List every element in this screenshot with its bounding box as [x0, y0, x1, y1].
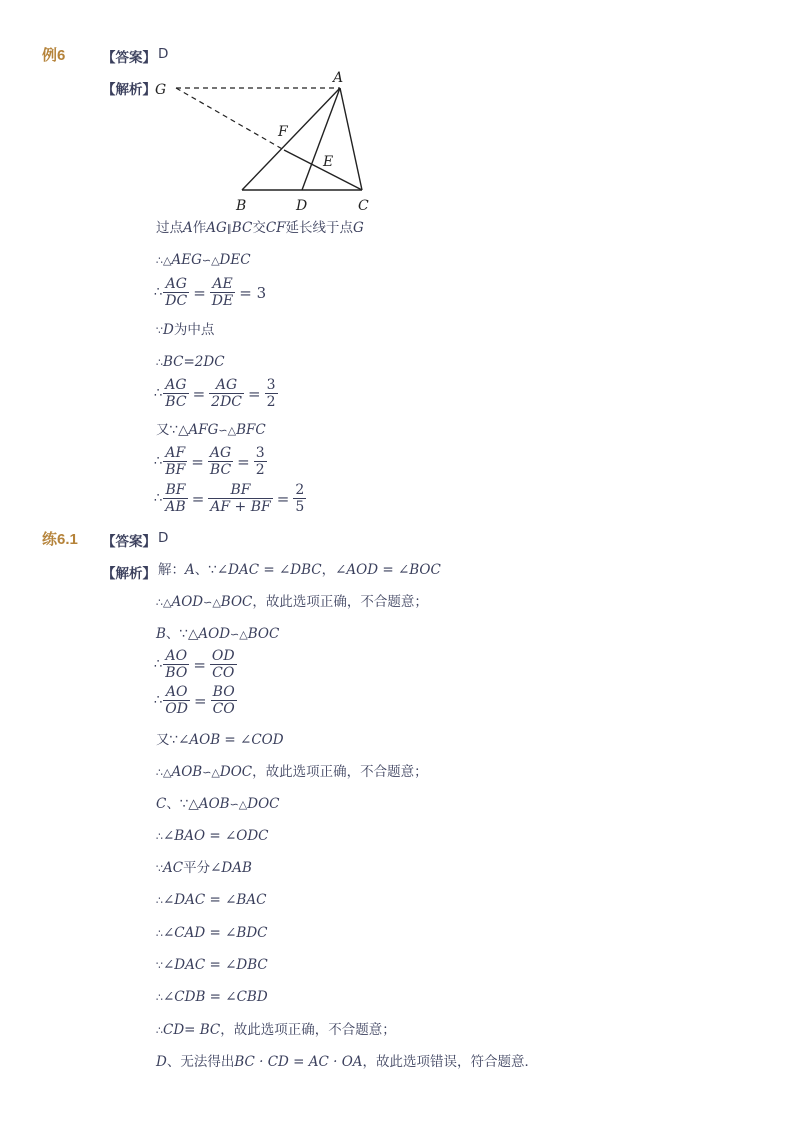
text-fragment: ，故此选项正确，不合题意；	[252, 594, 428, 610]
math-c: C	[156, 796, 167, 812]
therefore-symbol: ∴	[154, 285, 163, 300]
step-d-midpoint	[156, 321, 214, 340]
text-fragment: 延长线于点	[285, 220, 354, 236]
math-aeg: AEG	[171, 252, 202, 268]
fraction-numerator: AE	[210, 276, 235, 293]
because-symbol: ∵	[156, 862, 163, 875]
fraction-3-2	[265, 377, 278, 410]
math-cd-bc: CD= BC	[163, 1022, 221, 1038]
math-bc-2dc: BC=2DC	[163, 354, 225, 370]
analysis-tag: 【解析】	[102, 82, 156, 98]
step-angle-cdb-cbd	[156, 988, 268, 1007]
math-ag: AG	[206, 220, 227, 236]
answer-value: D	[158, 530, 169, 546]
therefore-symbol: ∴	[156, 991, 163, 1004]
equals-sign: =	[192, 384, 206, 403]
equals-sign: =	[193, 283, 206, 302]
math-product-equation: BC · CD = AC · OA	[234, 1054, 363, 1070]
therefore-symbol: ∴	[156, 356, 163, 369]
similar-symbol: ∽△	[230, 628, 248, 641]
fraction-ao-od	[163, 684, 190, 717]
math-angle-equation: ∠CAD = ∠BDC	[163, 925, 268, 941]
text-fragment: 过点	[156, 220, 183, 236]
fraction-numerator: 2	[295, 482, 305, 498]
fraction-numerator: AO	[163, 684, 190, 701]
fraction-denominator: AB	[165, 499, 186, 515]
text-fragment: 作	[192, 220, 207, 236]
math-dec: DEC	[219, 252, 251, 268]
step-similar-aeg-dec	[156, 251, 251, 270]
therefore-symbol: ∴	[156, 1024, 163, 1037]
math-angle-equation: ∠AOB = ∠COD	[178, 732, 284, 748]
fraction-numerator: AO	[163, 648, 189, 665]
point-label-c: C	[358, 198, 369, 214]
therefore-symbol: ∴	[156, 894, 163, 907]
fraction-denominator: DE	[211, 293, 234, 309]
segment-ac	[340, 88, 362, 190]
step-angle-aob-cod	[156, 731, 284, 749]
answer-tag: 【答案】	[102, 50, 156, 66]
fraction-numerator: AF	[163, 445, 187, 462]
fraction-denominator: BC	[209, 462, 232, 478]
math-g: G	[353, 220, 364, 236]
math-boc: BOC	[220, 594, 253, 610]
solution-option-c	[156, 795, 280, 814]
fraction-ao-bo	[163, 648, 189, 681]
math-d: D	[163, 322, 174, 338]
fraction-numerator: OD	[211, 648, 235, 664]
similar-symbol: ∽△	[202, 766, 220, 779]
because-symbol: ∵	[156, 959, 163, 972]
similar-symbol: ∽△	[203, 596, 221, 609]
point-label-b: B	[236, 198, 247, 214]
fraction-ag-bc	[163, 377, 188, 410]
text-fragment: 为中点	[173, 322, 215, 338]
math-doc: DOC	[219, 764, 253, 780]
therefore-triangle-symbol: ∴△	[156, 596, 172, 609]
solution-option-d	[156, 1053, 538, 1071]
similar-symbol: ∽△	[201, 254, 220, 267]
math-aob: AOB	[198, 796, 230, 812]
point-label-g: G	[155, 82, 167, 98]
math-angle-equation: ∠BAO = ∠ODC	[163, 828, 269, 844]
step-cd-equals-bc	[156, 1021, 396, 1040]
fraction-numerator: 3	[255, 445, 265, 461]
math-aod: AOD	[171, 594, 204, 610]
example-6-label: 例6	[42, 47, 66, 64]
math-a: A	[183, 220, 193, 236]
equals-sign: =	[193, 655, 206, 674]
solution-option-a	[158, 561, 441, 579]
text-fragment: 、∵△	[166, 796, 199, 812]
fraction-denominator: OD	[165, 701, 188, 717]
dashed-line-gf	[176, 88, 284, 150]
step-bc-2dc	[156, 353, 225, 372]
fraction-denominator: BF	[165, 462, 186, 478]
therefore-symbol: ∴	[154, 657, 163, 672]
fraction-bf-ab	[163, 482, 187, 515]
text-fragment: 、∵△	[165, 626, 199, 642]
step-ac-bisects	[156, 859, 252, 878]
fraction-ae-de	[210, 276, 235, 309]
step-ratio-af-bf	[154, 445, 267, 478]
fraction-bo-co	[211, 684, 237, 717]
math-aob: AOB	[171, 764, 203, 780]
answer-tag: 【答案】	[102, 534, 156, 550]
because-symbol: 又∵	[156, 732, 179, 748]
math-aod: AOD	[198, 626, 231, 642]
fraction-denominator: CO	[212, 701, 235, 717]
fraction-denominator: 2DC	[211, 394, 242, 410]
analysis-tag: 【解析】	[102, 566, 156, 582]
exercise-6-1-label: 练6.1	[42, 531, 78, 548]
point-label-e: E	[323, 154, 334, 170]
fraction-2-5	[293, 482, 306, 515]
step-ratio-ao-bo	[154, 648, 237, 681]
math-b: B	[156, 626, 166, 642]
parallel-symbol: ∥	[226, 224, 232, 235]
math-angle-equation: ∠DAC = ∠BAC	[163, 892, 267, 908]
text-fragment: ，	[321, 562, 336, 578]
fraction-numerator: 3	[266, 377, 276, 393]
text-fragment: 平分	[183, 860, 211, 876]
math-angle-equation: ∠AOD = ∠BOC	[335, 562, 441, 578]
fraction-denominator: 5	[295, 499, 305, 515]
fraction-denominator: AF + BF	[210, 499, 271, 515]
text-fragment: ，故此选项正确，不合题意；	[252, 764, 428, 780]
step-similar-afg-bfc	[156, 421, 266, 440]
step-angle-dac-bac	[156, 891, 266, 910]
math-d: D	[156, 1054, 167, 1070]
point-label-f: F	[278, 124, 288, 140]
equals-sign: =	[248, 384, 261, 403]
step-similar-aob-doc	[156, 763, 428, 782]
equals-sign: =	[237, 452, 250, 471]
segment-ad	[302, 88, 340, 190]
fraction-numerator: BF	[163, 482, 187, 499]
fraction-denominator: DC	[165, 293, 188, 309]
equals-sign: =	[193, 691, 207, 710]
step-ratio-bf-ab	[154, 482, 306, 515]
math-angle-equation: ∠DAC = ∠DBC	[163, 957, 268, 973]
fraction-numerator: AG	[209, 445, 232, 461]
text-fragment: ，故此选项错误，符合题意．	[362, 1054, 539, 1070]
fraction-numerator: AG	[209, 377, 244, 394]
step-ratio-ag-bc	[154, 377, 278, 410]
fraction-ag-bc	[208, 445, 233, 478]
point-label-d: D	[296, 198, 308, 214]
math-angle-equation: ∠CDB = ∠CBD	[163, 989, 268, 1005]
therefore-symbol: ∴	[154, 693, 163, 708]
point-label-a: A	[333, 70, 344, 86]
answer-value: D	[158, 46, 169, 62]
step-ratio-ao-od	[154, 684, 237, 717]
fraction-denominator: BC	[165, 394, 187, 410]
fraction-denominator: CO	[212, 665, 235, 681]
step-ratio-ag-dc	[154, 276, 270, 309]
math-afg: AFG	[188, 422, 219, 438]
equals-sign: =	[191, 452, 204, 471]
therefore-symbol: ∴	[156, 927, 163, 940]
fraction-ag-2dc	[209, 377, 244, 410]
step-angle-bao-odc	[156, 827, 268, 846]
math-doc: DOC	[247, 796, 280, 812]
text-fragment: 、∵	[194, 562, 217, 578]
fraction-denominator: 2	[266, 394, 276, 410]
therefore-symbol: ∴	[154, 491, 163, 506]
triangle-figure	[150, 66, 390, 218]
math-a: A	[185, 562, 195, 578]
text-fragment: 解：	[158, 562, 185, 578]
math-boc: BOC	[247, 626, 280, 642]
fraction-numerator: BF	[208, 482, 272, 499]
therefore-symbol: ∴	[154, 454, 163, 469]
similar-symbol: ∽△	[218, 424, 237, 437]
segment-ab	[242, 88, 340, 190]
fraction-numerator: AG	[163, 276, 189, 293]
text-fragment: 、无法得出	[166, 1054, 235, 1070]
fraction-od-co	[210, 648, 237, 681]
because-triangle-symbol: 又∵△	[156, 422, 189, 438]
therefore-symbol: ∴	[154, 386, 163, 401]
fraction-bf-af-plus-bf	[208, 482, 272, 515]
equals-sign: =	[191, 489, 205, 508]
math-cf: CF	[265, 220, 286, 236]
solution-option-b	[156, 625, 279, 644]
similar-symbol: ∽△	[229, 798, 248, 811]
math-bc: BC	[231, 220, 253, 236]
fraction-ag-dc	[163, 276, 189, 309]
fraction-numerator: BO	[211, 684, 237, 701]
math-angle-equation: ∠DAC = ∠DBC	[216, 562, 322, 578]
math-angle-dab: ∠DAB	[210, 860, 252, 876]
therefore-triangle-symbol: ∴△	[156, 254, 172, 267]
step-similar-aod-boc	[156, 593, 428, 612]
fraction-numerator: AG	[165, 377, 187, 393]
step-angle-dac-dbc	[156, 956, 268, 975]
step-construct-ag	[156, 219, 364, 239]
text-fragment: ，故此选项正确，不合题意；	[220, 1022, 396, 1038]
therefore-triangle-symbol: ∴△	[156, 766, 172, 779]
equals-three: = 3	[239, 283, 267, 302]
fraction-denominator: BO	[165, 665, 188, 681]
text-fragment: 交	[252, 220, 266, 236]
fraction-af-bf	[163, 445, 187, 478]
step-angle-cad-bdc	[156, 924, 268, 943]
math-bfc: BFC	[236, 422, 266, 438]
math-ac: AC	[163, 860, 184, 876]
fraction-denominator: 2	[255, 462, 265, 478]
equals-sign: =	[276, 489, 290, 508]
fraction-3-2	[254, 445, 267, 478]
therefore-symbol: ∴	[156, 830, 163, 843]
because-symbol: ∵	[156, 324, 163, 337]
